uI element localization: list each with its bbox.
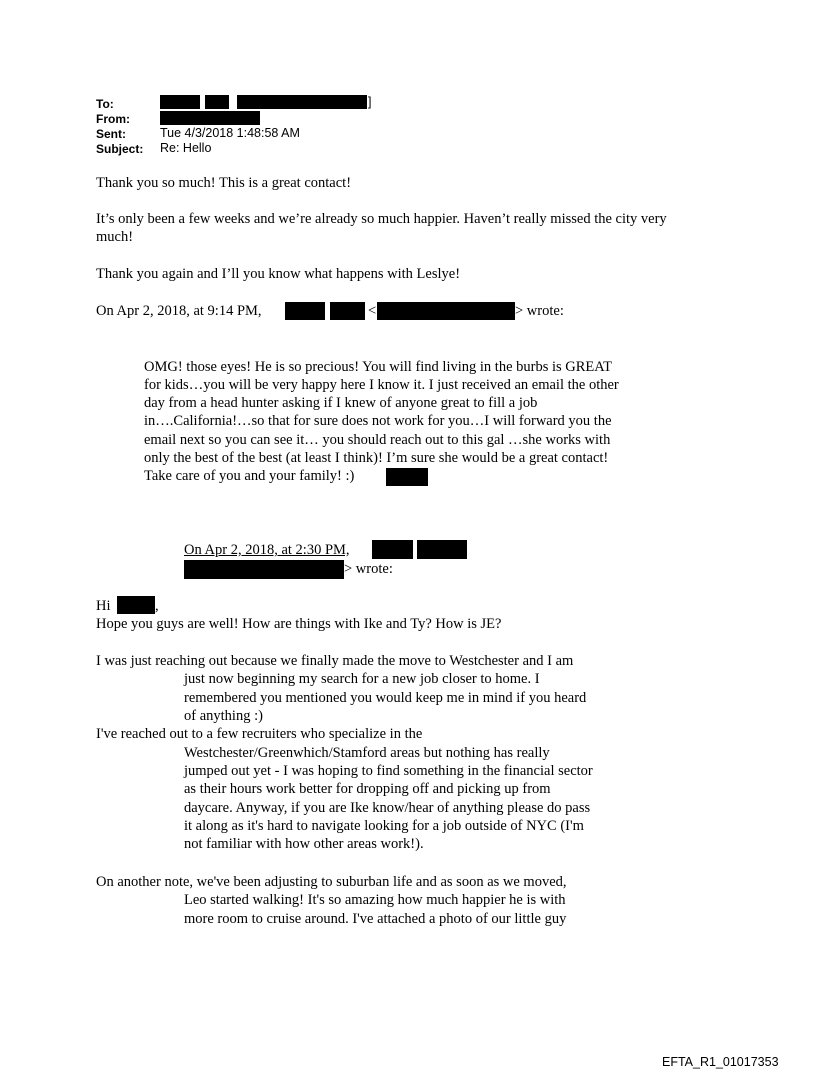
quoted-line: day from a head hunter asking if I knew of anyone great to fill a job	[144, 395, 538, 411]
to-label: To:	[96, 97, 114, 111]
redaction	[184, 560, 344, 579]
quoted-line: Hope you guys are well! How are things with Ike and Ty? How is JE?	[96, 616, 502, 632]
attribution-suffix: > wrote:	[515, 303, 564, 319]
redaction	[160, 95, 200, 109]
quoted-line: Take care of you and your family! :)	[144, 468, 355, 484]
quoted-line: remembered you mentioned you would keep me in mind if you heard	[184, 690, 587, 706]
quoted-line: I've reached out to a few recruiters who specialize in the	[96, 726, 423, 742]
redaction	[377, 302, 515, 320]
redaction	[160, 111, 260, 125]
quoted-line: OMG! those eyes! He is so precious! You will find living in the burbs is GREAT	[144, 359, 613, 375]
quoted-line: I was just reaching out because we finally made the move to Westchester and I am	[96, 653, 574, 669]
attribution-line: On Apr 2, 2018, at 2:30 PM,	[184, 542, 350, 558]
quoted-line: Leo started walking! It's so amazing how much happier he is with	[184, 892, 566, 908]
quoted-line: as their hours work better for dropping off and picking up from	[184, 781, 551, 797]
sent-label: Sent:	[96, 127, 126, 141]
quoted-line: not familiar with how other areas work!).	[184, 836, 424, 852]
reply-paragraph: It’s only been a few weeks and we’re already so much happier. Haven’t really missed the city very	[96, 211, 667, 227]
quoted-line: email next so you can see it… you should reach out to this gal …she works with	[144, 432, 611, 448]
quoted-line: daycare. Anyway, if you are Ike know/hear of anything please do pass	[184, 800, 591, 816]
greeting-comma: ,	[155, 598, 159, 614]
quoted-line: On another note, we've been adjusting to suburban life and as soon as we moved,	[96, 874, 567, 890]
attribution-line: On Apr 2, 2018, at 9:14 PM,	[96, 303, 262, 319]
quoted-line: it along as it's hard to navigate looking for a job outside of NYC (I'm	[184, 818, 584, 834]
subject-value: Re: Hello	[160, 141, 212, 155]
from-label: From:	[96, 112, 130, 126]
quoted-line: only the best of the best (at least I think)! I’m sure she would be a great contact!	[144, 450, 609, 466]
document-id: EFTA_R1_01017353	[662, 1055, 779, 1069]
attribution-suffix: > wrote:	[344, 561, 393, 577]
reply-paragraph: much!	[96, 229, 134, 245]
attribution-bracket: <	[368, 303, 377, 319]
quoted-line: jumped out yet - I was hoping to find something in the financial sector	[184, 763, 593, 779]
redaction	[330, 302, 365, 320]
redaction	[372, 540, 413, 559]
quoted-line: Westchester/Greenwhich/Stamford areas but nothing has really	[184, 745, 550, 761]
redaction	[386, 468, 428, 486]
quoted-line: of anything :)	[184, 708, 263, 724]
quoted-line: in….California!…so that for sure does not work for you…I will forward you the	[144, 413, 612, 429]
reply-paragraph: Thank you again and I’ll you know what happens with Leslye!	[96, 266, 461, 282]
redaction	[285, 302, 325, 320]
redaction-bracket: ]	[368, 95, 372, 109]
redaction	[237, 95, 367, 109]
redaction	[117, 596, 155, 614]
quoted-line: just now beginning my search for a new job closer to home. I	[184, 671, 540, 687]
quoted-line: more room to cruise around. I've attached a photo of our little guy	[184, 911, 567, 927]
quoted-line: for kids…you will be very happy here I know it. I just received an email the other	[144, 377, 619, 393]
subject-label: Subject:	[96, 142, 144, 156]
redaction	[417, 540, 467, 559]
sent-value: Tue 4/3/2018 1:48:58 AM	[160, 126, 300, 140]
reply-paragraph: Thank you so much! This is a great contact!	[96, 175, 352, 191]
greeting: Hi	[96, 598, 111, 614]
redaction	[205, 95, 229, 109]
